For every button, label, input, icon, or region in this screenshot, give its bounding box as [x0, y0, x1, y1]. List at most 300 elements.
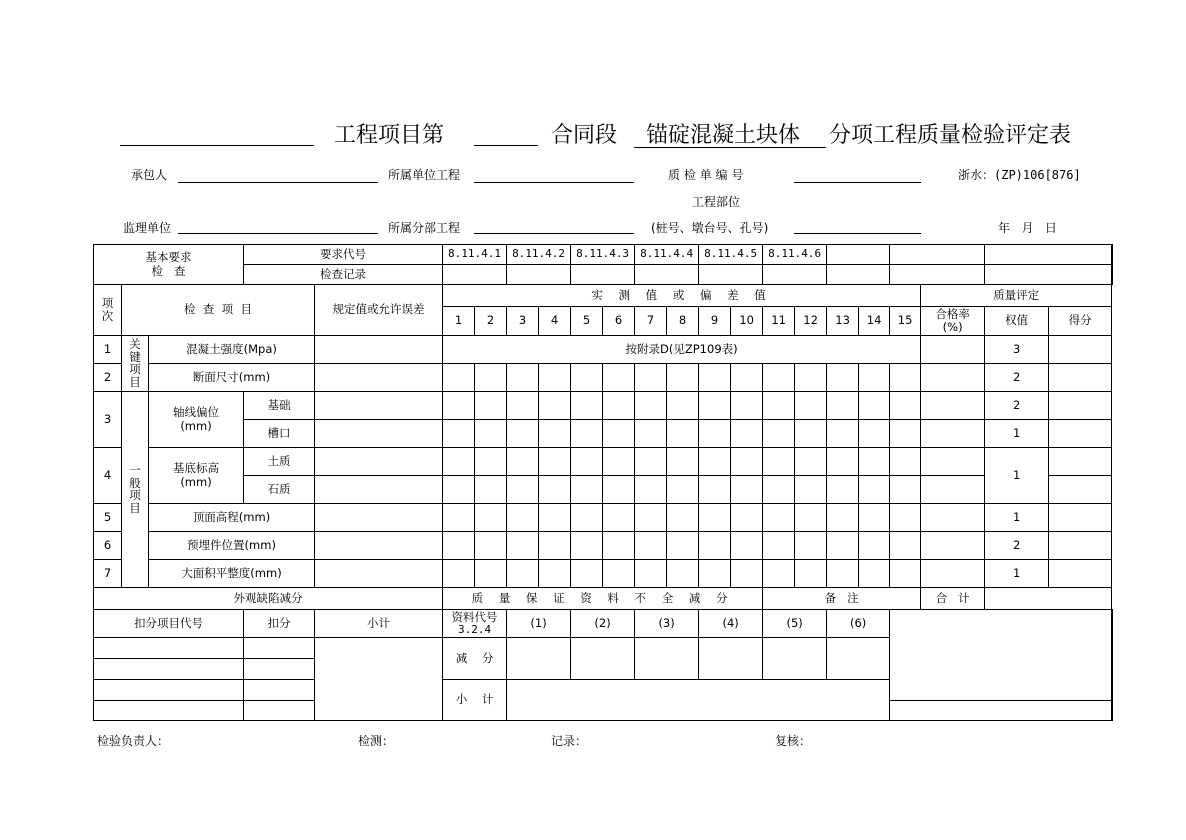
check-record-4[interactable] [635, 265, 699, 285]
row1-pass[interactable] [921, 336, 985, 364]
cell[interactable] [795, 448, 827, 476]
col-8: 8 [667, 307, 699, 336]
row3-name: 轴线偏位 [173, 405, 220, 420]
table-row [94, 364, 1113, 392]
row4b-score[interactable] [1049, 476, 1112, 504]
cell[interactable] [539, 476, 571, 504]
row1-no: 1 [94, 336, 122, 364]
subtotal2-label: 小 计 [443, 680, 507, 721]
cell[interactable] [475, 364, 507, 392]
col-10: 10 [731, 307, 763, 336]
row2-pass[interactable] [921, 364, 985, 392]
recorder-label: 记录： [551, 734, 588, 748]
cell[interactable] [890, 476, 921, 504]
cell[interactable] [731, 448, 763, 476]
cell[interactable] [731, 364, 763, 392]
cell[interactable] [763, 504, 795, 532]
req-code-6: 8.11.4.6 [763, 245, 827, 265]
cell[interactable] [635, 476, 667, 504]
reduce-1[interactable] [507, 638, 571, 680]
cell[interactable] [859, 448, 890, 476]
total-value[interactable] [985, 588, 1112, 610]
doc-code-num: 3.2.4 [457, 622, 492, 636]
cell[interactable] [890, 364, 921, 392]
deduct-code-3[interactable] [94, 680, 244, 701]
cell[interactable] [635, 532, 667, 560]
cell[interactable] [539, 364, 571, 392]
inspection-no-field[interactable] [794, 182, 921, 183]
cell[interactable] [475, 532, 507, 560]
total-header: 合 计 [921, 588, 985, 610]
row3b-allowed[interactable] [315, 420, 443, 448]
cell[interactable] [859, 560, 890, 588]
check-record-6[interactable] [763, 265, 827, 285]
cell[interactable] [699, 420, 731, 448]
cell[interactable] [443, 532, 475, 560]
cell[interactable] [667, 504, 699, 532]
tester-label: 检测： [358, 734, 395, 748]
cell[interactable] [859, 504, 890, 532]
req-code-label: 要求代号 [244, 245, 443, 265]
req-code-5: 8.11.4.5 [699, 245, 763, 265]
cell[interactable] [763, 392, 795, 420]
row1-name: 混凝土强度(Mpa) [149, 336, 315, 364]
cell[interactable] [443, 364, 475, 392]
doc-code-header [443, 610, 507, 638]
deduct-4[interactable] [244, 701, 315, 721]
row7-pass[interactable] [921, 560, 985, 588]
cell[interactable] [507, 448, 539, 476]
cell[interactable] [731, 532, 763, 560]
cell[interactable] [763, 364, 795, 392]
row3b-score[interactable] [1049, 420, 1112, 448]
cell[interactable] [571, 532, 603, 560]
row5-score[interactable] [1049, 504, 1112, 532]
row7-name: 大面积平整度(mm) [149, 560, 315, 588]
cell[interactable] [603, 448, 635, 476]
cell[interactable] [475, 392, 507, 420]
row5-allowed[interactable] [315, 504, 443, 532]
row3a-pass[interactable] [921, 392, 985, 420]
parent-unit-label: 所属单位工程 [388, 168, 461, 182]
location-field[interactable] [794, 233, 921, 234]
pass-rate-unit: (%) [942, 320, 963, 334]
cell[interactable] [890, 392, 921, 420]
pass-rate-header [921, 307, 985, 336]
parent-unit-field[interactable] [474, 182, 634, 183]
check-record-7[interactable] [827, 265, 890, 285]
cell[interactable] [667, 364, 699, 392]
cell[interactable] [859, 420, 890, 448]
row2-no: 2 [94, 364, 122, 392]
cell[interactable] [667, 448, 699, 476]
subtotal-value[interactable] [315, 638, 443, 721]
cell[interactable] [571, 392, 603, 420]
cell[interactable] [795, 476, 827, 504]
parent-division-field[interactable] [474, 233, 634, 234]
cell[interactable] [507, 504, 539, 532]
cell[interactable] [859, 392, 890, 420]
row7-weight: 1 [985, 560, 1049, 588]
deduct-header: 扣分 [244, 610, 315, 638]
item-no-header [94, 285, 122, 336]
cell[interactable] [571, 448, 603, 476]
pass-rate-label: 合格率 [935, 306, 970, 321]
cell[interactable] [795, 504, 827, 532]
row4b-allowed[interactable] [315, 476, 443, 504]
measured-header: 实 测 值 或 偏 差 值 [443, 285, 921, 307]
row6-no: 6 [94, 532, 122, 560]
row1-weight: 3 [985, 336, 1049, 364]
deduct-code-4[interactable] [94, 701, 244, 721]
doc-col-2: (2) [571, 610, 635, 638]
appearance-header: 外观缺陷减分 [94, 588, 443, 610]
row3a-name: 基础 [244, 392, 315, 420]
req-code-7[interactable] [827, 245, 890, 265]
cell[interactable] [763, 476, 795, 504]
cell[interactable] [731, 420, 763, 448]
table-row [94, 420, 1113, 448]
col-4: 4 [539, 307, 571, 336]
col-11: 11 [763, 307, 795, 336]
quality-table [93, 244, 1113, 721]
col-9: 9 [699, 307, 731, 336]
col-13: 13 [827, 307, 859, 336]
doc-col-5: (5) [763, 610, 827, 638]
req-code-4: 8.11.4.4 [635, 245, 699, 265]
cell[interactable] [827, 560, 859, 588]
cell[interactable] [763, 420, 795, 448]
cell[interactable] [667, 532, 699, 560]
item-no-label: 项次 [101, 296, 114, 323]
doc-col-6: (6) [827, 610, 890, 638]
row3-name-cell [149, 392, 244, 448]
row4-unit: (mm) [180, 474, 212, 489]
row6-name: 预埋件位置(mm) [149, 532, 315, 560]
reduce-3[interactable] [635, 638, 699, 680]
location-note: (桩号、墩台号、孔号) [651, 221, 769, 235]
table-row [94, 504, 1113, 532]
row2-name: 断面尺寸(mm) [149, 364, 315, 392]
cell[interactable] [763, 560, 795, 588]
cell[interactable] [731, 560, 763, 588]
row7-no: 7 [94, 560, 122, 588]
title-part2: 合同段 [551, 123, 618, 148]
key-items-label: 关键项目 [129, 336, 141, 389]
cell[interactable] [443, 420, 475, 448]
general-items-cell [122, 392, 149, 588]
cell[interactable] [795, 532, 827, 560]
cell[interactable] [539, 448, 571, 476]
reviewer-label: 复核： [775, 734, 812, 748]
check-record-9[interactable] [985, 265, 1112, 285]
deduct-3[interactable] [244, 680, 315, 701]
docs-missing-header: 质 量 保 证 资 料 不 全 减 分 [443, 588, 763, 610]
reduce-2[interactable] [571, 638, 635, 680]
row3a-score[interactable] [1049, 392, 1112, 420]
cell[interactable] [635, 364, 667, 392]
contractor-field[interactable] [178, 182, 378, 183]
subtotal2-value[interactable] [507, 680, 890, 721]
cell[interactable] [667, 476, 699, 504]
cell[interactable] [603, 364, 635, 392]
basic-req-label: 基本要求 [145, 250, 192, 265]
row3-unit: (mm) [180, 418, 212, 433]
cell[interactable] [443, 392, 475, 420]
cell[interactable] [507, 364, 539, 392]
general-items-label: 一般项目 [129, 462, 141, 515]
row6-weight: 2 [985, 532, 1049, 560]
cell[interactable] [475, 448, 507, 476]
row6-allowed[interactable] [315, 532, 443, 560]
req-code-8[interactable] [890, 245, 985, 265]
contractor-label: 承包人 [131, 168, 168, 182]
table-row [94, 336, 1113, 364]
check-record-1[interactable] [443, 265, 507, 285]
cell[interactable] [635, 560, 667, 588]
title-part3: 分项工程质量检验评定表 [829, 123, 1072, 148]
check-record-5[interactable] [699, 265, 763, 285]
check-record-label: 检查记录 [244, 265, 443, 285]
cell[interactable] [731, 504, 763, 532]
header-date: 年 月 日 [998, 221, 1057, 235]
cell[interactable] [539, 532, 571, 560]
cell[interactable] [635, 420, 667, 448]
cell[interactable] [571, 364, 603, 392]
subtotal-header: 小计 [315, 610, 443, 638]
row3b-name: 槽口 [244, 420, 315, 448]
cell[interactable] [603, 392, 635, 420]
row1-score[interactable] [1049, 336, 1112, 364]
cell[interactable] [507, 532, 539, 560]
title-item-name: 锚碇混凝土块体 [646, 123, 801, 148]
req-code-3: 8.11.4.3 [571, 245, 635, 265]
row7-allowed[interactable] [315, 560, 443, 588]
row1-note: 按附录D(见ZP109表) [443, 336, 921, 364]
cell[interactable] [827, 392, 859, 420]
cell[interactable] [827, 448, 859, 476]
col-5: 5 [571, 307, 603, 336]
doc-col-1: (1) [507, 610, 571, 638]
location-label: 工程部位 [692, 195, 741, 209]
doc-col-3: (3) [635, 610, 699, 638]
cell[interactable] [571, 420, 603, 448]
cell[interactable] [890, 504, 921, 532]
cell[interactable] [827, 420, 859, 448]
col-12: 12 [795, 307, 827, 336]
reduce-4[interactable] [699, 638, 763, 680]
cell[interactable] [507, 420, 539, 448]
cell[interactable] [890, 560, 921, 588]
cell[interactable] [539, 560, 571, 588]
row2-allowed[interactable] [315, 364, 443, 392]
row6-score[interactable] [1049, 532, 1112, 560]
table-row [94, 560, 1113, 588]
cell[interactable] [795, 364, 827, 392]
col-15: 15 [890, 307, 921, 336]
deduct-code-1[interactable] [94, 638, 244, 659]
cell[interactable] [475, 420, 507, 448]
cell[interactable] [859, 364, 890, 392]
doc-col-4: (4) [699, 610, 763, 638]
inspection-no-label: 质 检 单 编 号 [668, 168, 744, 182]
cell[interactable] [539, 420, 571, 448]
cell[interactable] [795, 560, 827, 588]
cell[interactable] [731, 392, 763, 420]
row5-weight: 1 [985, 504, 1049, 532]
cell[interactable] [603, 476, 635, 504]
row4b-name: 石质 [244, 476, 315, 504]
cell[interactable] [667, 420, 699, 448]
check-record-2[interactable] [507, 265, 571, 285]
cell[interactable] [890, 532, 921, 560]
cell[interactable] [443, 504, 475, 532]
reduce-6[interactable] [827, 638, 890, 680]
row4b-pass[interactable] [921, 476, 985, 504]
row3-no: 3 [94, 392, 122, 448]
cell[interactable] [795, 392, 827, 420]
cell[interactable] [571, 504, 603, 532]
remarks-body-end[interactable] [890, 701, 1112, 721]
key-items-cell [122, 336, 149, 392]
req-code-9[interactable] [985, 245, 1112, 265]
cell[interactable] [507, 560, 539, 588]
cell[interactable] [539, 504, 571, 532]
col-1: 1 [443, 307, 475, 336]
cell[interactable] [667, 560, 699, 588]
cell[interactable] [603, 560, 635, 588]
row3a-weight: 2 [985, 392, 1049, 420]
remarks-body[interactable] [890, 610, 1112, 701]
cell[interactable] [667, 392, 699, 420]
row4-no: 4 [94, 448, 122, 504]
row3b-pass[interactable] [921, 420, 985, 448]
title-part1: 工程项目第 [334, 123, 445, 148]
table-row [94, 532, 1113, 560]
basic-req-cell [94, 245, 244, 285]
cell[interactable] [443, 560, 475, 588]
cell[interactable] [859, 476, 890, 504]
cell[interactable] [890, 448, 921, 476]
row4-name: 基底标高 [173, 461, 220, 476]
row3b-weight: 1 [985, 420, 1049, 448]
row4-weight: 1 [985, 448, 1049, 504]
cell[interactable] [475, 560, 507, 588]
req-code-2: 8.11.4.2 [507, 245, 571, 265]
col-2: 2 [475, 307, 507, 336]
cell[interactable] [603, 504, 635, 532]
row2-weight: 2 [985, 364, 1049, 392]
cell[interactable] [635, 392, 667, 420]
cell[interactable] [827, 476, 859, 504]
row4a-allowed[interactable] [315, 448, 443, 476]
cell[interactable] [827, 532, 859, 560]
check-item-header: 检 查 项 目 [122, 285, 315, 336]
row7-score[interactable] [1049, 560, 1112, 588]
score-header: 得分 [1049, 307, 1112, 336]
deduct-2[interactable] [244, 659, 315, 680]
cell[interactable] [635, 504, 667, 532]
allowed-header: 规定值或允许误差 [315, 285, 443, 336]
col-3: 3 [507, 307, 539, 336]
inspector-label: 检验负责人： [97, 734, 170, 748]
cell[interactable] [731, 476, 763, 504]
row3a-allowed[interactable] [315, 392, 443, 420]
cell[interactable] [699, 504, 731, 532]
cell[interactable] [699, 476, 731, 504]
cell[interactable] [475, 476, 507, 504]
row5-pass[interactable] [921, 504, 985, 532]
row4a-name: 土质 [244, 448, 315, 476]
cell[interactable] [890, 420, 921, 448]
check-record-3[interactable] [571, 265, 635, 285]
cell[interactable] [603, 420, 635, 448]
row4a-pass[interactable] [921, 448, 985, 476]
row5-no: 5 [94, 504, 122, 532]
cell[interactable] [827, 504, 859, 532]
weight-header: 权值 [985, 307, 1049, 336]
table-row [94, 476, 1113, 504]
cell[interactable] [859, 532, 890, 560]
cell[interactable] [507, 392, 539, 420]
req-code-1: 8.11.4.1 [443, 245, 507, 265]
cell[interactable] [699, 532, 731, 560]
check-record-8[interactable] [890, 265, 985, 285]
deduct-code-2[interactable] [94, 659, 244, 680]
col-7: 7 [635, 307, 667, 336]
row5-name: 顶面高程(mm) [149, 504, 315, 532]
remarks-header: 备 注 [763, 588, 921, 610]
supervisor-label: 监理单位 [123, 221, 172, 235]
cell[interactable] [507, 476, 539, 504]
cell[interactable] [763, 448, 795, 476]
row4a-score[interactable] [1049, 448, 1112, 476]
cell[interactable] [603, 532, 635, 560]
cell[interactable] [763, 532, 795, 560]
parent-division-label: 所属分部工程 [388, 221, 461, 235]
col-6: 6 [603, 307, 635, 336]
row1-allowed[interactable] [315, 336, 443, 364]
cell[interactable] [699, 364, 731, 392]
cell[interactable] [699, 392, 731, 420]
row2-score[interactable] [1049, 364, 1112, 392]
deduct-1[interactable] [244, 638, 315, 659]
doc-code-label: 资料代号 [451, 609, 498, 624]
row6-pass[interactable] [921, 532, 985, 560]
row4-name-cell [149, 448, 244, 504]
col-14: 14 [859, 307, 890, 336]
check-label: 检 查 [151, 263, 186, 278]
cell[interactable] [443, 476, 475, 504]
table-row [94, 448, 1113, 476]
cell[interactable] [827, 364, 859, 392]
quality-eval-header: 质量评定 [921, 285, 1112, 307]
grade-eval-header [1112, 610, 1113, 638]
cell[interactable] [699, 560, 731, 588]
reduce-5[interactable] [763, 638, 827, 680]
cell[interactable] [475, 504, 507, 532]
cell[interactable] [699, 448, 731, 476]
table-row [94, 392, 1113, 420]
cell[interactable] [571, 560, 603, 588]
cell[interactable] [795, 420, 827, 448]
cell[interactable] [571, 476, 603, 504]
cell[interactable] [539, 392, 571, 420]
reduce-label: 减 分 [443, 638, 507, 680]
cell[interactable] [635, 448, 667, 476]
supervisor-field[interactable] [178, 233, 378, 234]
cell[interactable] [443, 448, 475, 476]
